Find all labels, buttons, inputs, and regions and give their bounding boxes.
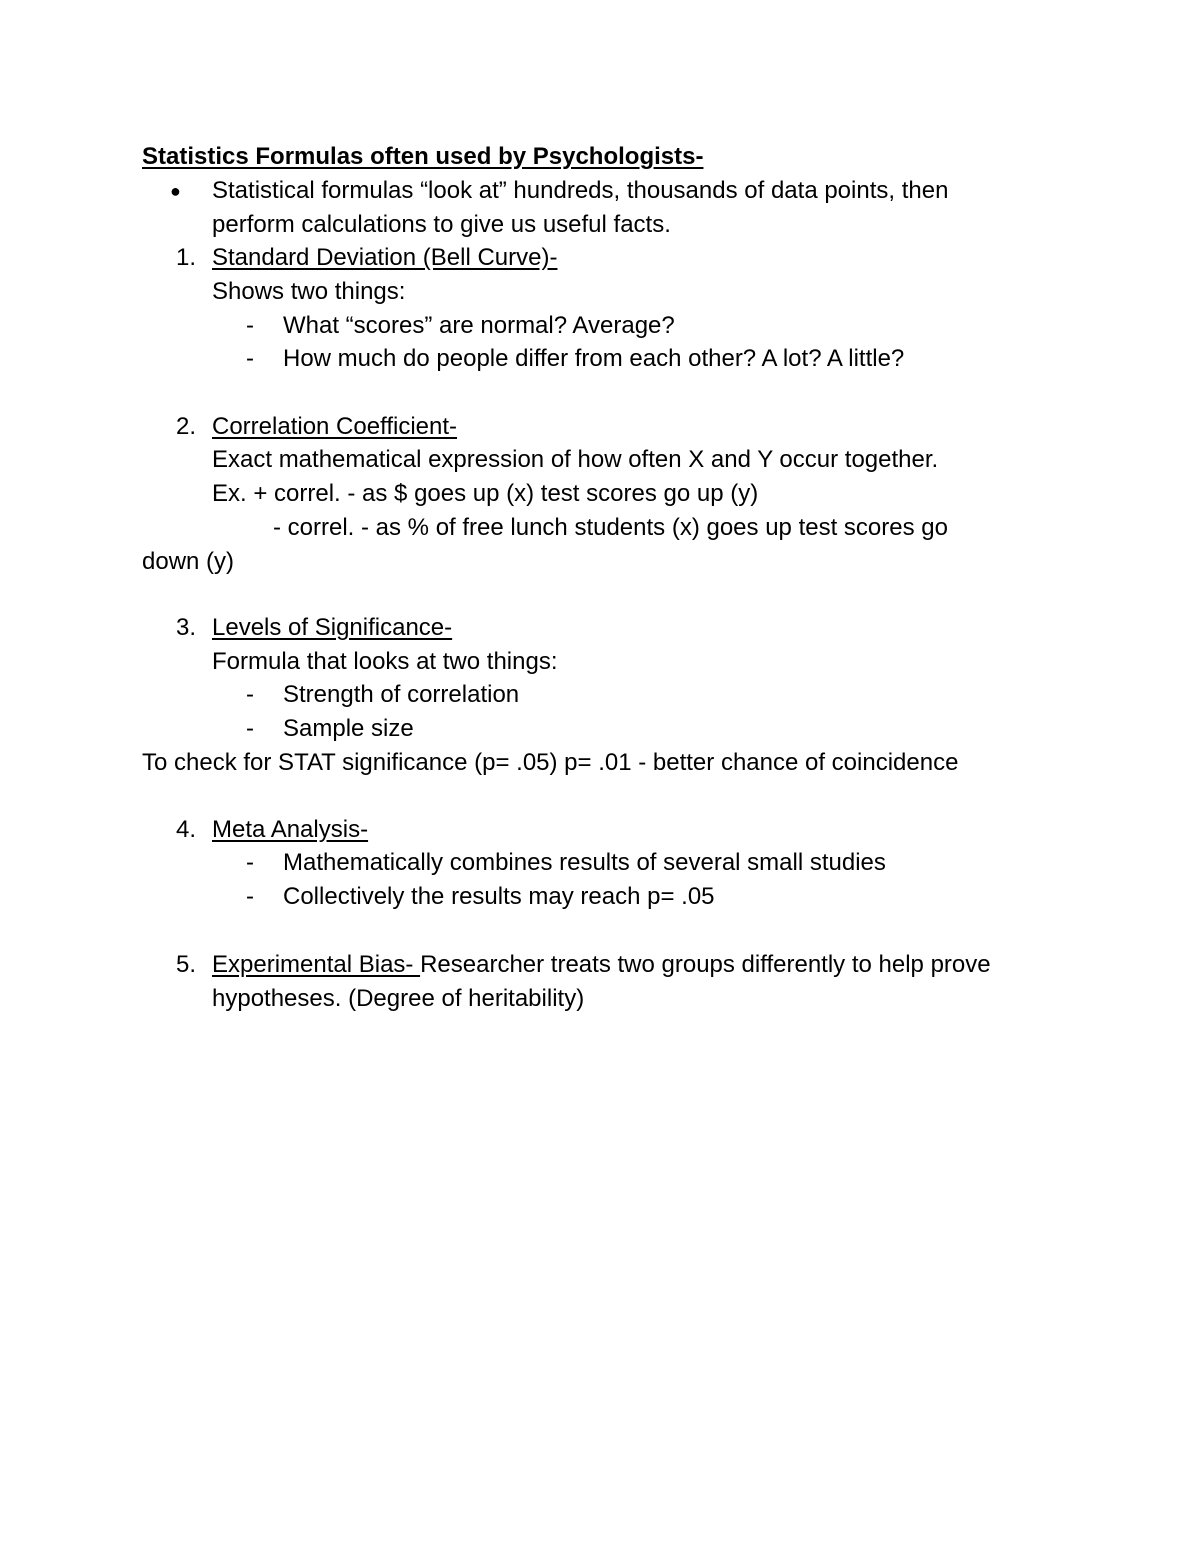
dash-item: Collectively the results may reach p= .05 (283, 883, 715, 910)
list-number: 3. (176, 614, 197, 641)
list-number: 5. (176, 951, 197, 978)
section-heading: Levels of Significance- (212, 614, 453, 641)
section-heading: Experimental Bias- (212, 951, 421, 978)
list-number: 1. (176, 244, 197, 271)
list-number: 4. (176, 816, 197, 843)
dash-marker: - (246, 849, 254, 876)
dash-marker: - (246, 345, 254, 372)
bullet-icon: ● (170, 181, 181, 201)
dash-item: Sample size (283, 715, 414, 742)
dash-marker: - (246, 681, 254, 708)
section-inline-text: Researcher treats two groups differently to help prove (420, 951, 991, 978)
section-heading: Meta Analysis- (212, 816, 369, 843)
dash-item: Strength of correlation (283, 681, 520, 708)
intro-line: perform calculations to give us useful facts. (212, 211, 671, 238)
section-line: hypotheses. (Degree of heritability) (212, 985, 585, 1012)
dash-item: What “scores” are normal? Average? (283, 312, 675, 339)
document-title: Statistics Formulas often used by Psychologists- (142, 143, 704, 170)
dash-item: How much do people differ from each other? A lot? A little? (283, 345, 905, 372)
dash-marker: - (246, 715, 254, 742)
intro-line: Statistical formulas “look at” hundreds, thousands of data points, then (212, 177, 949, 204)
section-line: Exact mathematical expression of how often X and Y occur together. (212, 446, 939, 473)
section-line: down (y) (142, 548, 235, 575)
section-heading: Correlation Coefficient- (212, 413, 458, 440)
dash-marker: - (246, 883, 254, 910)
section-5-line (212, 948, 991, 982)
section-lead: Shows two things: (212, 278, 406, 305)
section-heading: Standard Deviation (Bell Curve)- (212, 244, 558, 271)
dash-marker: - (246, 312, 254, 339)
dash-item: Mathematically combines results of several small studies (283, 849, 886, 876)
section-line: - correl. - as % of free lunch students (x) goes up test scores go (273, 514, 948, 541)
section-lead: Formula that looks at two things: (212, 648, 558, 675)
significance-note: To check for STAT significance (p= .05) p= .01 - better chance of coincidence (142, 749, 959, 776)
section-line: Ex. + correl. - as $ goes up (x) test scores go up (y) (212, 480, 759, 507)
list-number: 2. (176, 413, 197, 440)
